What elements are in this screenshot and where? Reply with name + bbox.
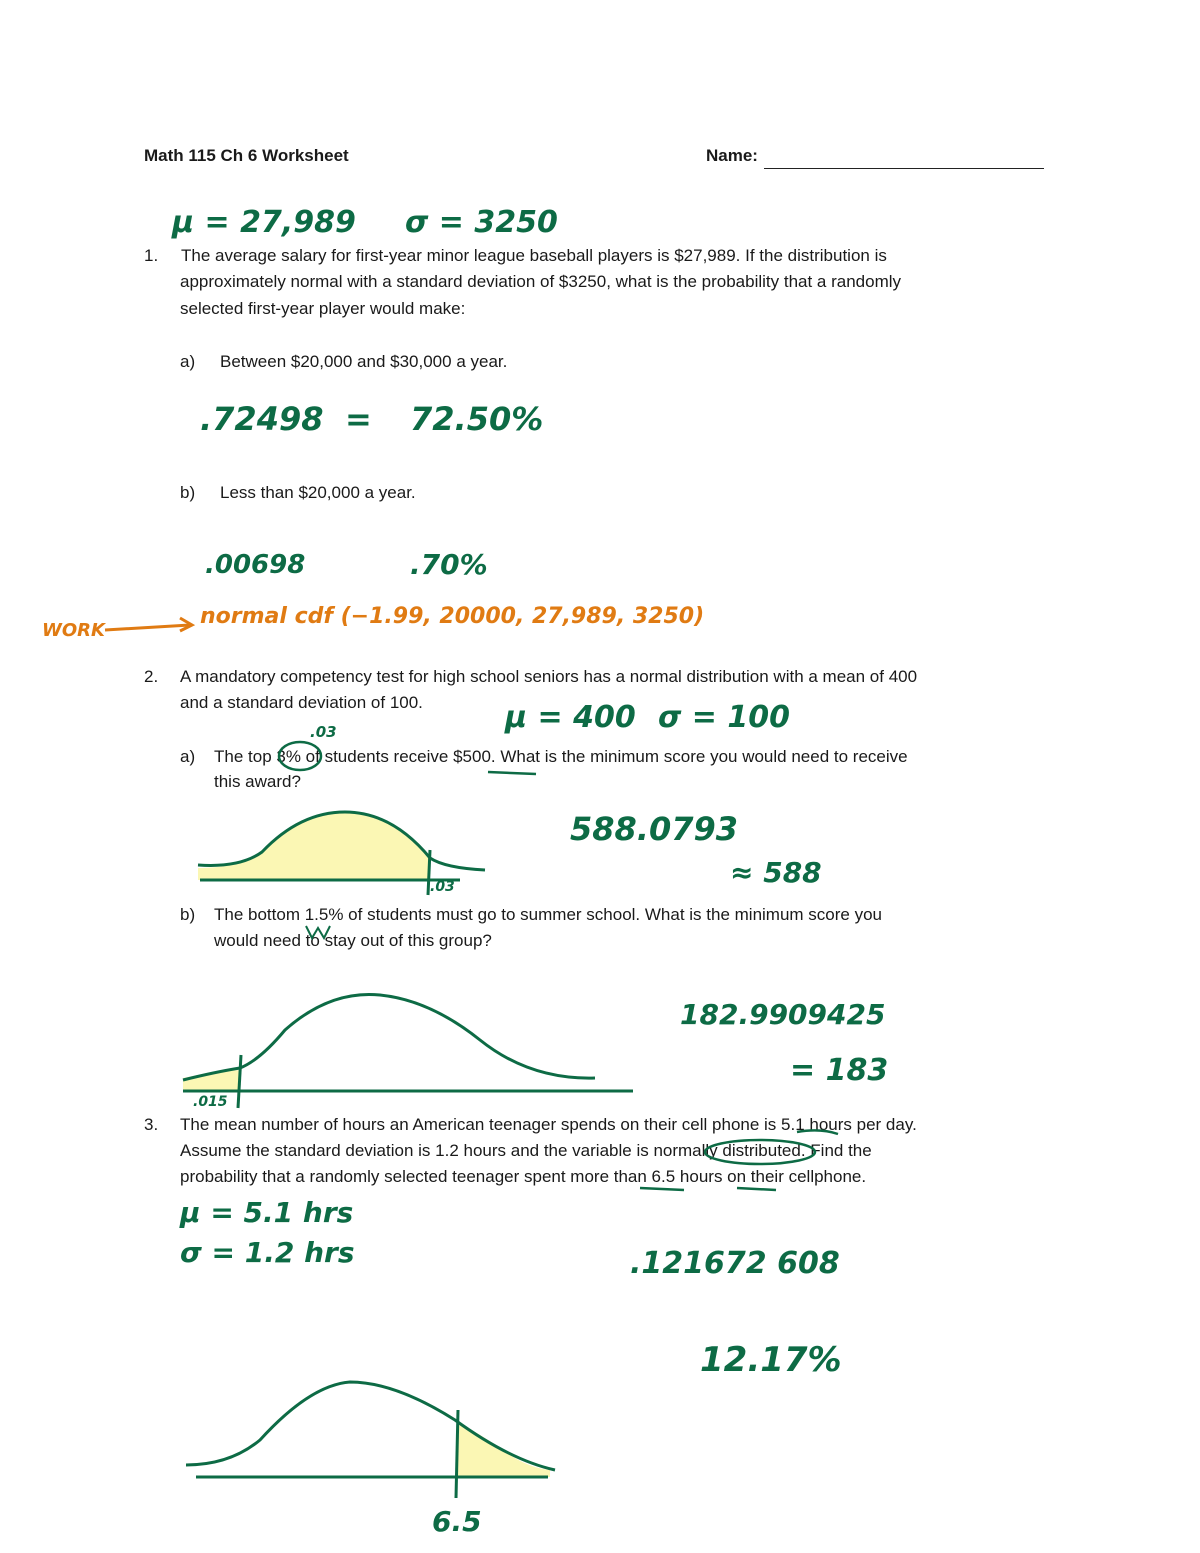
underline-6-5 [737,1188,776,1190]
q1-number: 1. [144,246,159,265]
q2a-hand-answer: 588.0793 [570,810,739,848]
q2-line1: A mandatory competency test for high school seniors has a normal distribution with a mean of 400 [180,667,918,686]
q2b-text-line1: The bottom 1.5% of students must go to summer school. What is the minimum score you [214,905,882,924]
q1a-label: a) [180,352,196,371]
worksheet-title: Math 115 Ch 6 Worksheet [144,146,349,165]
q3-line1: The mean number of hours an American teenager spends on their cell phone is 5.1 hours per day. [180,1115,917,1134]
q2-number: 2. [144,667,159,686]
q1-line3: selected first-year player would make: [180,299,466,318]
q1b-label: b) [180,483,196,502]
q2-hand-03: .03 [310,723,337,741]
circle-3-percent [279,742,321,770]
q2a-label: a) [180,747,196,766]
q2-hand-sigma: σ = 100 [658,700,791,735]
q2a-text-line1: The top 3% of students receive $500. What is the minimum score you would need to receive [214,747,908,766]
q2b-curve [183,994,595,1080]
q2b-hand-tail: .015 [193,1094,228,1110]
work-arrow [105,625,190,630]
q3-hand-sigma: σ = 1.2 hrs [180,1236,355,1269]
q1-hand-sigma: σ = 3250 [405,205,558,240]
q3-number: 3. [144,1115,159,1134]
q2b-hand-rounded: = 183 [790,1053,889,1088]
underline-more [640,1188,684,1190]
q1b-text: Less than $20,000 a year. [220,483,416,502]
q1b-hand-answer: .00698 [205,550,306,580]
q3-hand-answer: .121672 608 [630,1246,840,1281]
q1a-hand-percent: 72.50% [410,400,544,438]
underline-500 [488,772,536,774]
q2b-mark [306,926,330,938]
q1-hand-mu: μ = 27,989 [172,205,356,240]
q2a-hand-rounded: ≈ 588 [730,856,822,889]
q1b-hand-percent: .70% [410,548,488,581]
q2-line2: and a standard deviation of 100. [180,693,423,712]
circle-is-normally [705,1140,815,1164]
q2b-hand-answer: 182.9909425 [680,998,886,1031]
q2a-text-line2: this award? [214,772,301,791]
q2b-label: b) [180,905,196,924]
q2a-hand-tail: .03 [430,879,455,895]
q1-line1: The average salary for first-year minor league baseball players is $27,989. If the distribution is [181,246,887,265]
q3-hand-cut: 6.5 [432,1505,482,1538]
q3-hand-percent: 12.17% [700,1340,842,1380]
q2b-cut-line [238,1055,241,1108]
q1-hand-work-formula: normal cdf (−1.99, 20000, 27,989, 3250) [200,604,705,629]
q1a-hand-eq: = [345,400,372,438]
underline-cell-phone [797,1130,838,1134]
q2a-right-tail-shade [198,812,430,880]
q2b-text-line2: would need to stay out of this group? [214,931,492,950]
q2-hand-mu: μ = 400 [505,700,636,735]
q3-line2: Assume the standard deviation is 1.2 hours and the variable is normally distributed. Find the [180,1141,872,1160]
q3-hand-mu: μ = 5.1 hrs [180,1196,354,1229]
q1a-text: Between $20,000 and $30,000 a year. [220,352,508,371]
q1a-hand-answer: .72498 [200,400,324,438]
name-label: Name: [706,146,758,165]
q2a-cut-line [428,850,430,895]
q1-hand-work-label: WORK [42,620,105,641]
q3-cut-line [456,1410,458,1498]
q1-line2: approximately normal with a standard deviation of $3250, what is the probability that a randomly [180,272,902,291]
q3-line3: probability that a randomly selected teenager spent more than 6.5 hours on their cellphone. [180,1167,867,1186]
